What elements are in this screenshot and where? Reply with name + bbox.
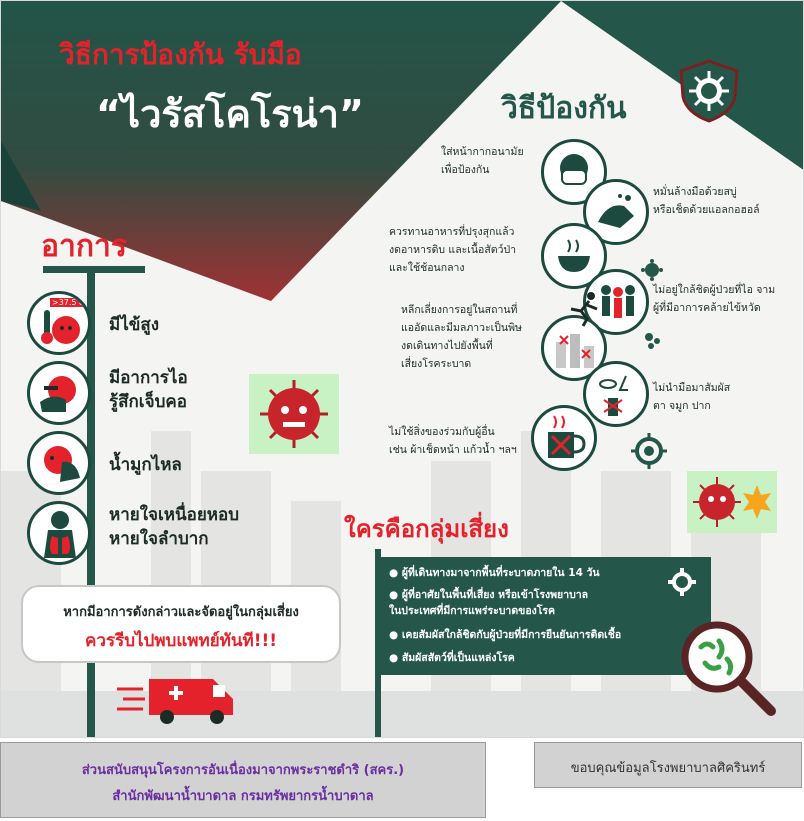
symptom-label-breathing: หายใจเหนื่อยหอบ หายใจลำบาก [109,505,239,549]
risk-item-2: ● ผู้ที่อาศัยในพื้นที่เสี่ยง หรือเข้าโรงพยาบาล ในประเทศที่มีการแพร่ระบาดของโรค [389,589,589,617]
poster-title-line1: วิธีการป้องกัน รับมือ [59,38,302,71]
prevention-text-crowded-places: หลีกเลี่ยงการอยู่ในสถานที่ แออัดและมีมลภาวะเป็นพิษ งดเดินทางไปยังพื้นที่ เสี่ยงโรคระบาด [401,304,522,370]
footer-left-line1: ส่วนสนับสนุนโครงการอันเนื่องมาจากพระราชดำริ (สคร.) [81,763,405,778]
footer-right-text: ขอบคุณข้อมูลโรงพยาบาลศิครินทร์ [570,761,766,776]
prevention-text-distance: ไม่อยู่ใกล้ชิดผู้ป่วยที่ไอ จาม ผู้ที่มีอาการคล้ายไข้หวัด [653,284,776,314]
warning-line2: ควรรีบไปพบแพทย์ทันที!!! [85,631,277,651]
eye-nose-hand-icon [594,372,640,418]
city-pollution-icon [552,326,598,372]
risk-group-box [381,557,711,675]
footer-left-line2: สำนักพัฒนาน้ำบาดาล กรมทรัพยากรน้ำบาดาล [112,789,374,804]
gear-icon [667,567,697,597]
symptom-label-fever: มีไข้สูง [109,315,160,335]
thermometer-icon [38,306,82,350]
footer-credit-right [534,742,802,788]
no-touch-face-circle [583,361,649,427]
virus-shield-icon [677,59,741,123]
symptom-breathing-circle [27,501,91,565]
running-person-icon [567,291,603,327]
virus-sun-icon [687,471,777,533]
fever-badge: >37.5 c [52,298,84,307]
runny-nose-icon [36,442,84,486]
warning-line1: หากมีอาการดังกล่าวและจัดอยู่ในกลุ่มเสี่ยง [63,605,299,620]
small-virus-icon [641,259,663,281]
symptom-cough-circle [27,361,91,425]
red-virus-image [249,374,339,454]
prevention-text-food: ควรทานอาหารที่ปรุงสุกแล้ว งดอาหารดิบ และเนื้อสัตว์ป่า และใช้ช้อนกลาง [389,226,517,274]
prevention-text-mask: ใส่หน้ากากอนามัย เพื่อป้องกัน [441,146,524,176]
bacteria-icon [629,431,669,471]
no-sharing-circle [531,405,597,471]
risk-group-heading: ใครคือกลุ่มเสี่ยง [344,515,509,543]
hand-wash-icon [594,192,638,232]
symptom-runny-nose-circle [27,431,91,495]
symptom-label-cough: มีอาการไอ รู้สึกเจ็บคอ [109,368,188,412]
ambulance-icon [117,669,241,727]
prevention-heading: วิธีป้องกัน [501,91,627,126]
footer-credit-left [0,742,486,818]
cup-icon [544,414,588,464]
face-mask-icon [554,150,594,194]
symptom-label-runny-nose: น้ำมูกไหล [109,455,182,475]
lungs-icon [38,508,82,560]
prevention-text-handwash: หมั่นล้างมือด้วยสบู่ หรือเช็ดด้วยแอลกอฮอล์ [653,186,760,216]
symptoms-timeline [87,271,95,738]
prevention-text-no-sharing: ไม่ใช้สิ่งของร่วมกับผู้อื่น เช่น ผ้าเช็ดหน้า แก้วน้ำ ฯลฯ [389,426,517,456]
risk-item-1: ● ผู้ที่เดินทางมาจากพื้นที่ระบาดภายใน 14 วัน [389,567,600,579]
warning-box [21,585,341,663]
risk-item-4: ● สัมผัสสัตว์ที่เป็นแหล่งโรค [389,652,515,664]
prevention-text-no-touch-face: ไม่นำมือมาสัมผัส ตา จมูก ปาก [653,382,731,412]
cough-icon [36,372,84,416]
bowl-icon [554,236,594,276]
poster-title-line2: “ไวรัสโคโรน่า” [96,92,364,136]
virus-sun-image [687,471,777,533]
risk-item-3: ● เคยสัมผัสใกล้ชิดกับผู้ป่วยที่มีการยืนยันการติดเชื้อ [389,629,622,641]
symptoms-heading: อาการ [41,229,127,264]
magnifier-germs-icon [679,619,779,719]
germ-dots-icon [643,331,663,351]
virus-icon [249,374,339,454]
symptom-fever-circle [27,291,91,355]
